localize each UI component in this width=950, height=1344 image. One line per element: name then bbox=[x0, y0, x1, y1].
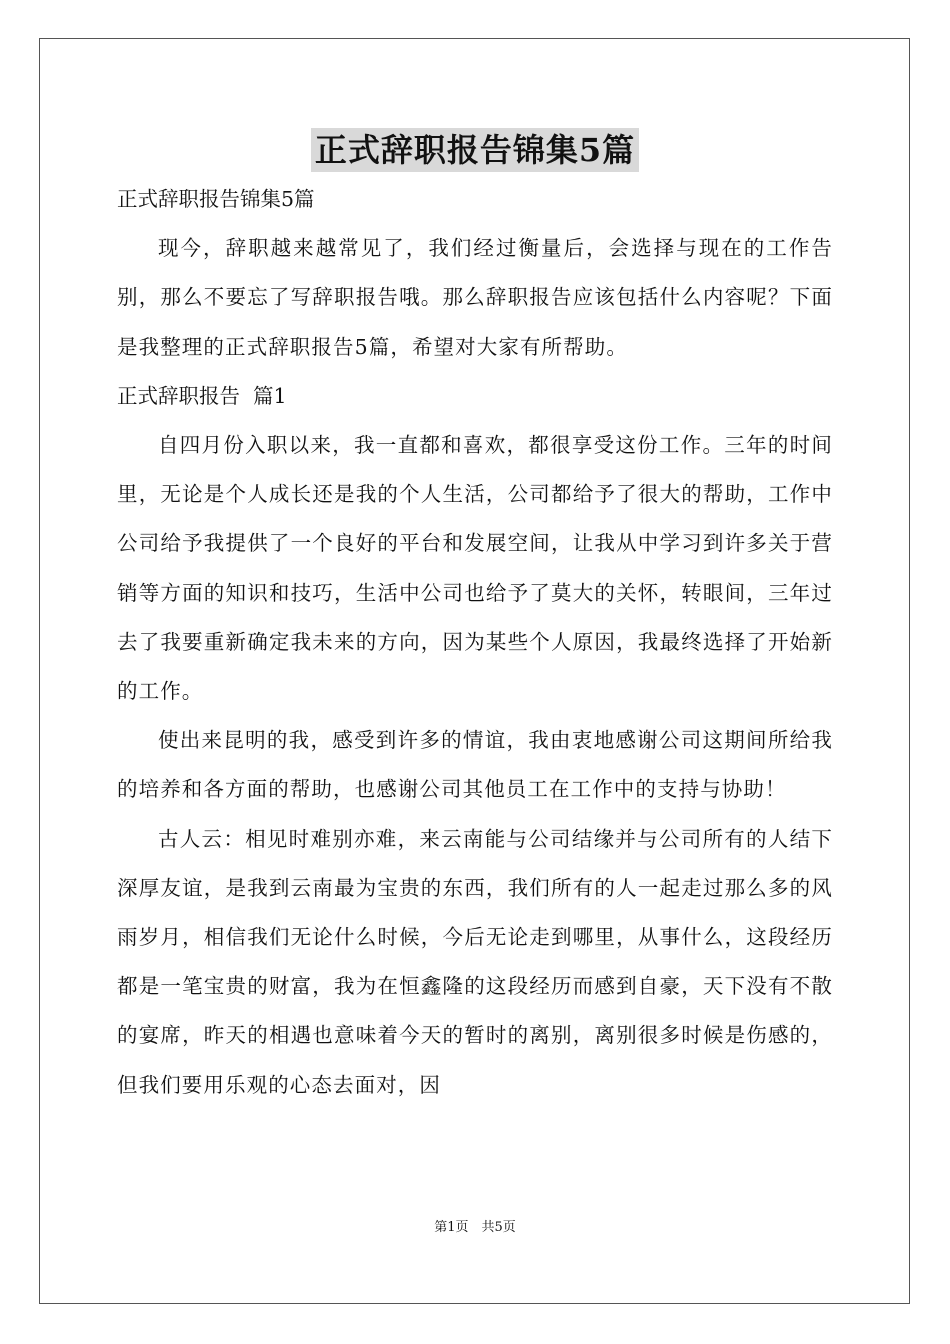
section-heading: 正式辞职报告 篇1 bbox=[117, 383, 287, 408]
body-paragraph-1: 自四月份入职以来，我一直都和喜欢，都很享受这份工作。三年的时间里，无论是个人成长还是我的个人生活，公司都给予了很大的帮助，工作中公司给予我提供了一个良好的平台和发展空间，让我从中学习到许多关于营销等方面的知识和技巧，生活中公司也给予了莫大的关怀，转眼间，三年过去了我要重新确定我未来的方向，因为某些个人原因，我最终选择了开始新的工作。 bbox=[117, 433, 833, 704]
page-footer bbox=[0, 1218, 950, 1238]
body-paragraph-3: 古人云：相见时难别亦难，来云南能与公司结缘并与公司所有的人结下深厚友谊，是我到云南最为宝贵的东西，我们所有的人一起走过那么多的风雨岁月，相信我们无论什么时候，今后无论走到哪里，从事什么，这段经历都是一笔宝贵的财富，我为在恒鑫隆的这段经历而感到自豪，天下没有不散的宴席，昨天的相遇也意味着今天的暂时的离别，离别很多时候是伤感的，但我们要用乐观的心态去面对，因 bbox=[117, 826, 833, 1097]
intro-paragraph: 现今，辞职越来越常见了，我们经过衡量后，会选择与现在的工作告别，那么不要忘了写辞职报告哦。那么辞职报告应该包括什么内容呢？下面是我整理的正式辞职报告5篇，希望对大家有所帮助。 bbox=[117, 236, 833, 359]
title-area bbox=[0, 128, 950, 172]
document-subtitle: 正式辞职报告锦集5篇 bbox=[117, 187, 315, 211]
document-title: 正式辞职报告锦集5篇 bbox=[311, 128, 639, 172]
document-body bbox=[117, 175, 833, 1110]
body-paragraph-2: 使出来昆明的我，感受到许多的情谊，我由衷地感谢公司这期间所给我的培养和各方面的帮助，也感谢公司其他员工在工作中的支持与协助！ bbox=[117, 728, 833, 802]
page-number: 第1页 共5页 bbox=[434, 1220, 516, 1235]
